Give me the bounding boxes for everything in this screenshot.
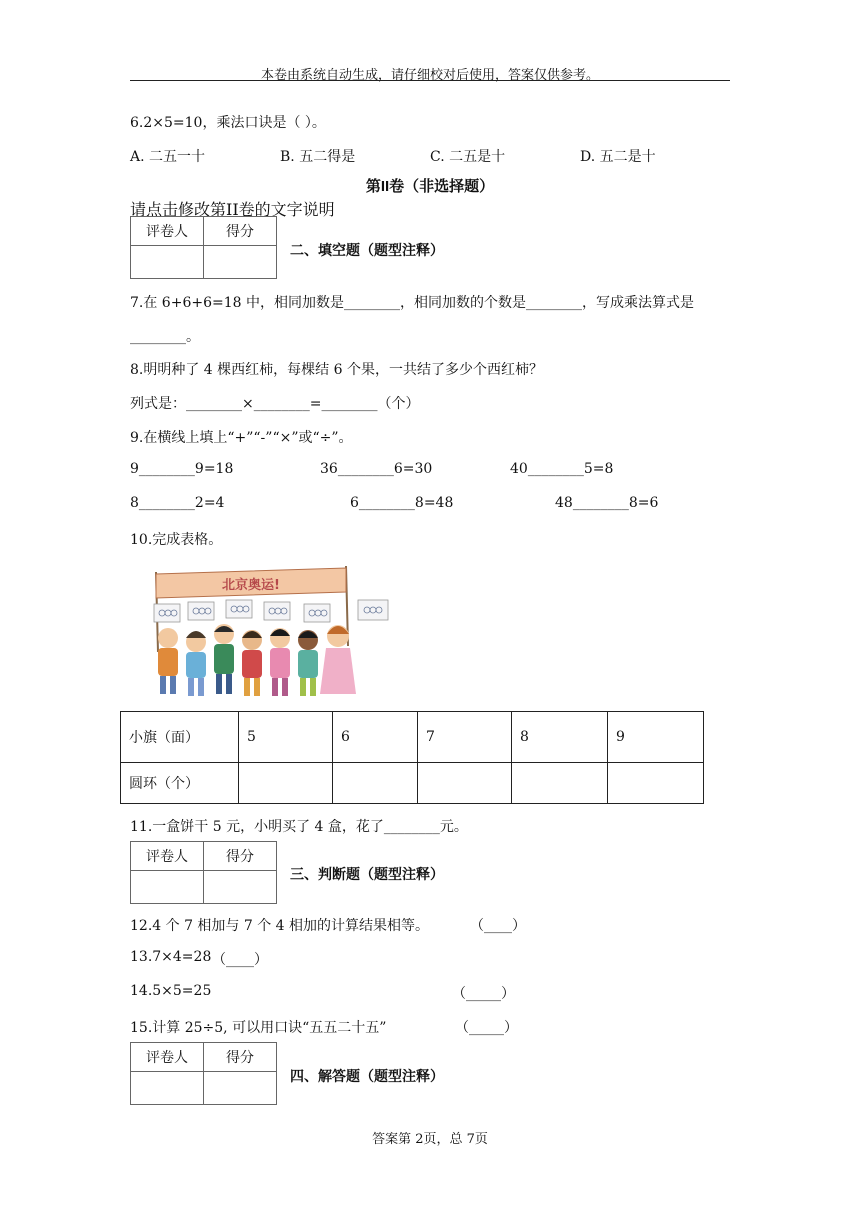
q6-option-a: A. 二五一十 bbox=[130, 149, 206, 165]
table-cell bbox=[239, 763, 333, 804]
part-2-title: 二、填空题（题型注释） bbox=[290, 243, 444, 259]
score-label: 得分 bbox=[204, 217, 277, 246]
table-cell: 8 bbox=[512, 712, 608, 763]
grader-label: 评卷人 bbox=[131, 1043, 204, 1072]
grader-cell bbox=[131, 1072, 204, 1105]
banner-text: 北京奥运! bbox=[222, 578, 280, 593]
part-3-title: 三、判断题（题型注释） bbox=[290, 867, 444, 883]
q9-item-2: 36________6=30 bbox=[320, 461, 433, 477]
grader-cell bbox=[131, 246, 204, 279]
table-cell: 6 bbox=[333, 712, 418, 763]
q9-item-6: 48________8=6 bbox=[555, 495, 659, 511]
table-cell bbox=[512, 763, 608, 804]
score-box-part4 bbox=[130, 1042, 277, 1105]
question-12-answer-blank: （____） bbox=[470, 918, 526, 934]
q9-item-3: 40________5=8 bbox=[510, 461, 614, 477]
table-cell: 5 bbox=[239, 712, 333, 763]
table-cell: 小旗（面） bbox=[121, 712, 239, 763]
score-box-part3 bbox=[130, 841, 277, 904]
question-15: 15.计算 25÷5, 可以用口诀“五五二十五” bbox=[130, 1020, 387, 1036]
page-footer: 答案第 2页，总 7页 bbox=[372, 1132, 488, 1147]
table-cell: 9 bbox=[608, 712, 704, 763]
q9-item-1: 9________9=18 bbox=[130, 461, 234, 477]
question-10-stem: 10.完成表格。 bbox=[130, 532, 223, 548]
question-13: 13.7×4=28 bbox=[130, 949, 212, 965]
olympic-children-illustration bbox=[148, 562, 396, 702]
table-cell bbox=[418, 763, 512, 804]
q6-option-b: B. 五二得是 bbox=[280, 149, 356, 165]
question-14-answer-blank: （_____） bbox=[452, 986, 515, 1002]
question-6-stem: 6.2×5=10，乘法口诀是（ ）。 bbox=[130, 115, 326, 131]
question-12: 12.4 个 7 相加与 7 个 4 相加的计算结果相等。 bbox=[130, 918, 430, 934]
question-9-stem: 9.在横线上填上“+”“-”“×”或“÷”。 bbox=[130, 430, 353, 446]
flag-ring-table bbox=[120, 711, 704, 804]
page-header: 本卷由系统自动生成，请仔细校对后使用，答案仅供参考。 bbox=[260, 68, 599, 83]
question-11: 11.一盒饼干 5 元，小明买了 4 盒，花了________元。 bbox=[130, 819, 468, 835]
table-cell bbox=[333, 763, 418, 804]
question-15-answer-blank: （_____） bbox=[455, 1020, 518, 1036]
question-8-line1: 8.明明种了 4 棵西红柿，每棵结 6 个果，一共结了多少个西红柿？ bbox=[130, 362, 543, 378]
header-rule bbox=[130, 80, 730, 81]
question-14: 14.5×5=25 bbox=[130, 983, 212, 999]
part-4-title: 四、解答题（题型注释） bbox=[290, 1069, 444, 1085]
question-7-line1: 7.在 6+6+6=18 中，相同加数是________，相同加数的个数是________，写成乘法算式是 bbox=[130, 295, 694, 311]
score-box-part2 bbox=[130, 216, 277, 279]
score-cell bbox=[204, 871, 277, 904]
q9-item-5: 6________8=48 bbox=[350, 495, 454, 511]
section-2-note: 请点击修改第II卷的文字说明 bbox=[130, 200, 335, 219]
table-row bbox=[121, 763, 704, 804]
table-cell: 圆环（个） bbox=[121, 763, 239, 804]
score-cell bbox=[204, 246, 277, 279]
grader-label: 评卷人 bbox=[131, 842, 204, 871]
table-cell bbox=[608, 763, 704, 804]
question-8-line2: 列式是：________×________=________（个） bbox=[130, 396, 420, 412]
q6-option-c: C. 二五是十 bbox=[430, 149, 506, 165]
table-cell: 7 bbox=[418, 712, 512, 763]
q6-option-d: D. 五二是十 bbox=[580, 149, 656, 165]
question-7-line2: ________。 bbox=[130, 329, 200, 345]
grader-cell bbox=[131, 871, 204, 904]
question-13-answer-blank: （____） bbox=[212, 952, 268, 968]
table-row bbox=[121, 712, 704, 763]
score-label: 得分 bbox=[204, 1043, 277, 1072]
score-cell bbox=[204, 1072, 277, 1105]
q9-item-4: 8________2=4 bbox=[130, 495, 225, 511]
grader-label: 评卷人 bbox=[131, 217, 204, 246]
score-label: 得分 bbox=[204, 842, 277, 871]
section-2-title: 第II卷（非选择题） bbox=[365, 178, 495, 195]
